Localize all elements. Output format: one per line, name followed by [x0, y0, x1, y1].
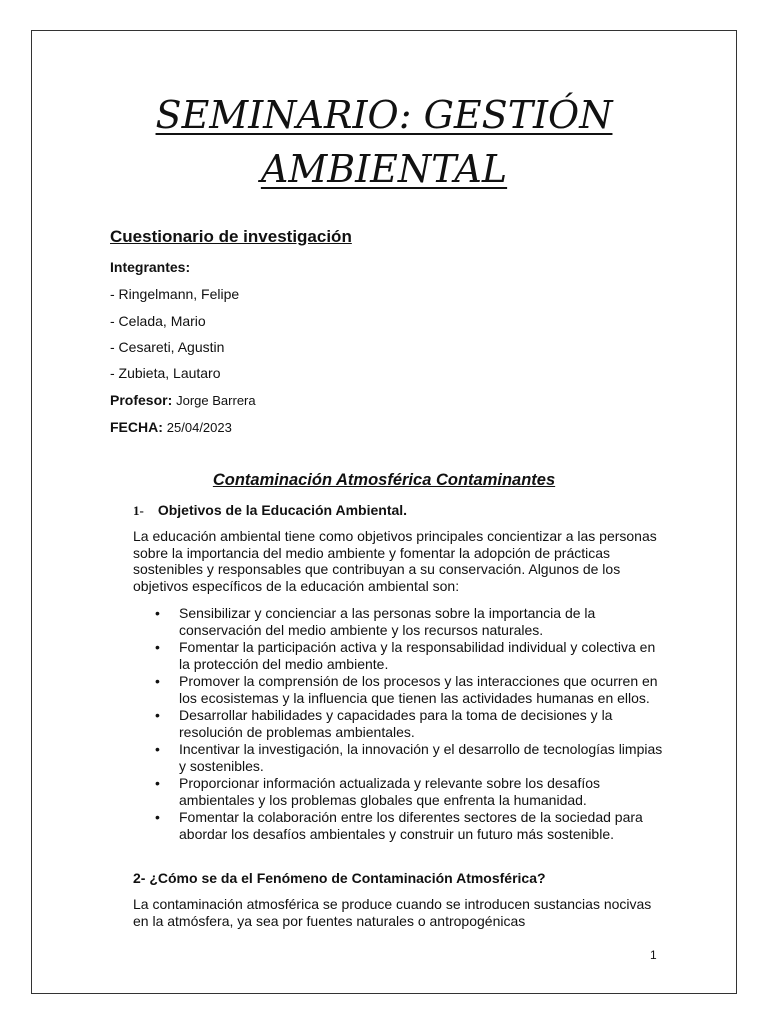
title-line-1: SEMINARIO: GESTIÓN [155, 93, 613, 137]
list-item: • Fomentar la participación activa y la responsabilidad individual y colectiva en la protección del medio ambiente. [155, 639, 656, 672]
member-item: - Ringelmann, Felipe [110, 286, 240, 302]
question-1-number: 1- [133, 503, 144, 518]
bullet-icon: • [155, 673, 160, 689]
question-1-title: Objetivos de la Educación Ambiental. [157, 502, 408, 518]
objectives-list [133, 605, 663, 843]
subtitle: Cuestionario de investigación [110, 227, 352, 246]
bullet-icon: • [155, 639, 160, 655]
member-item: - Cesareti, Agustin [110, 339, 225, 355]
list-item: • Proporcionar información actualizada y relevante sobre los desafíos ambientales y los problemas globales que enfrenta la humanidad. [155, 775, 601, 808]
list-item: • Sensibilizar y concienciar a las personas sobre la importancia de la conservación del medio ambiente y los recursos naturales. [155, 605, 596, 638]
question-1-heading [133, 502, 407, 519]
list-item: • Incentivar la investigación, la innovación y el desarrollo de tecnologías limpias y sostenibles. [155, 741, 663, 774]
bullet-icon: • [155, 775, 160, 791]
page-number: 1 [650, 948, 657, 962]
document-title [0, 88, 768, 196]
list-item: • Promover la comprensión de los procesos y las interacciones que ocurren en los ecosistemas y la influencia que tienen las actividades humanas en ellos. [155, 673, 658, 706]
list-item: • Fomentar la colaboración entre los diferentes sectores de la sociedad para abordar los desafíos ambientales y construir un futuro más sostenible. [155, 809, 643, 842]
member-item: - Celada, Mario [110, 313, 206, 329]
member-item: - Zubieta, Lautaro [110, 365, 221, 381]
question-1-paragraph: La educación ambiental tiene como objetivos principales concientizar a las personas sobre la importancia del medio ambiente y fomentar la adopción de prácticas sostenibles y responsables que contribuyan a su conservación. Algunos de los objetivos específicos de la educación ambiental son: [133, 528, 657, 594]
question-2-paragraph: La contaminación atmosférica se produce cuando se introducen sustancias nocivas en la atmósfera, ya sea por fuentes naturales o antropogénicas [133, 896, 652, 929]
profesor-line [110, 392, 256, 408]
section-title: Contaminación Atmosférica Contaminantes [212, 471, 556, 489]
list-item: • Desarrollar habilidades y capacidades para la toma de decisiones y la resolución de problemas ambientales. [155, 707, 613, 740]
profesor-label: Profesor: [110, 392, 173, 408]
bullet-icon: • [155, 605, 160, 621]
bullet-icon: • [155, 707, 160, 723]
fecha-label: FECHA: [110, 419, 163, 435]
integrantes-label: Integrantes: [110, 259, 191, 275]
title-line-2: AMBIENTAL [260, 147, 508, 191]
fecha-line [110, 419, 232, 435]
question-2-heading: 2- ¿Cómo se da el Fenómeno de Contaminación Atmosférica? [133, 870, 546, 886]
bullet-icon: • [155, 809, 160, 825]
profesor-name: Jorge Barrera [176, 393, 256, 408]
fecha-value: 25/04/2023 [166, 420, 232, 435]
bullet-icon: • [155, 741, 160, 757]
